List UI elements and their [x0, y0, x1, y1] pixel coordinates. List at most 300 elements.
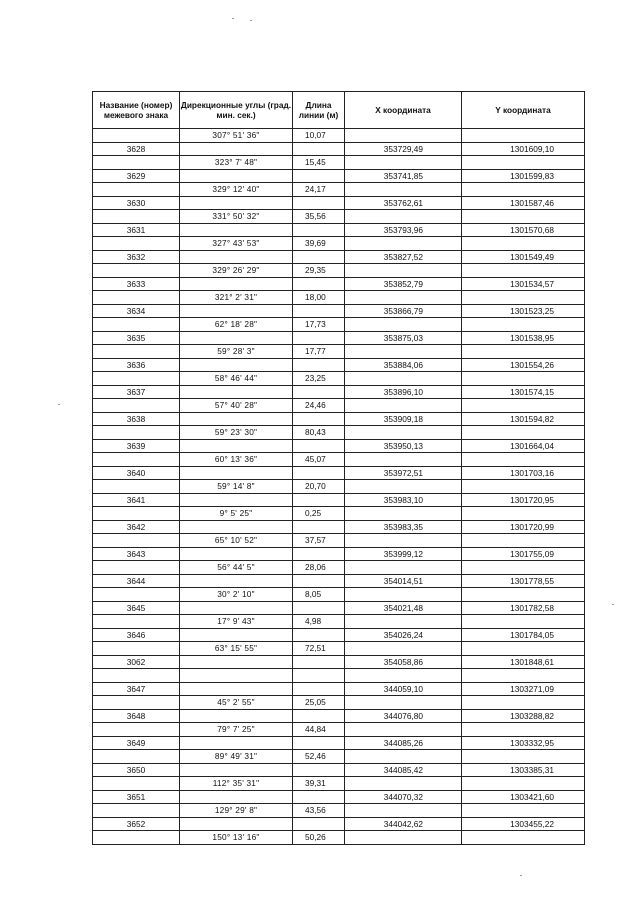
line-length-cell: 17,73	[293, 318, 345, 332]
table-row	[93, 790, 585, 804]
bearing-angle-cell: 327° 43' 53"	[180, 237, 293, 251]
mark-name-cell: 3649	[93, 736, 180, 750]
line-length-cell: 80,43	[293, 426, 345, 440]
y-coordinate-cell: 1301574,15	[462, 385, 585, 399]
y-coordinate-cell: 1303271,09	[462, 682, 585, 696]
y-coordinate-cell	[462, 183, 585, 197]
table-row	[93, 642, 585, 656]
bearing-angle-cell	[180, 304, 293, 318]
y-coordinate-cell: 1301755,09	[462, 547, 585, 561]
bearing-angle-cell: 329° 26' 29"	[180, 264, 293, 278]
bearing-angle-cell	[180, 547, 293, 561]
x-coordinate-cell	[345, 183, 462, 197]
y-coordinate-cell	[462, 237, 585, 251]
bearing-angle-cell: 307° 51' 36"	[180, 129, 293, 143]
bearing-angle-cell	[180, 790, 293, 804]
table-row	[93, 142, 585, 156]
table-row	[93, 264, 585, 278]
mark-name-cell: 3640	[93, 466, 180, 480]
x-coordinate-cell	[345, 561, 462, 575]
table-row	[93, 304, 585, 318]
mark-name-cell	[93, 723, 180, 737]
table-row	[93, 480, 585, 494]
bearing-angle-cell	[180, 628, 293, 642]
mark-name-cell	[93, 507, 180, 521]
line-length-cell: 52,46	[293, 750, 345, 764]
x-coordinate-cell	[345, 291, 462, 305]
y-coordinate-cell: 1303288,82	[462, 709, 585, 723]
line-length-cell	[293, 601, 345, 615]
line-length-cell: 20,70	[293, 480, 345, 494]
mark-name-cell: 3632	[93, 250, 180, 264]
table-row	[93, 763, 585, 777]
y-coordinate-cell: 1301778,55	[462, 574, 585, 588]
x-coordinate-cell	[345, 480, 462, 494]
scan-speck	[250, 20, 252, 21]
x-coordinate-cell	[345, 804, 462, 818]
bearing-angle-cell	[180, 196, 293, 210]
mark-name-cell	[93, 453, 180, 467]
bearing-angle-cell: 58° 46' 44"	[180, 372, 293, 386]
table-row	[93, 129, 585, 143]
mark-name-cell	[93, 615, 180, 629]
mark-name-cell	[93, 561, 180, 575]
y-coordinate-cell	[462, 453, 585, 467]
table-row	[93, 385, 585, 399]
bearing-angle-cell	[180, 709, 293, 723]
x-coordinate-cell: 353793,96	[345, 223, 462, 237]
y-coordinate-cell: 1301848,61	[462, 655, 585, 669]
y-coordinate-cell: 1301549,49	[462, 250, 585, 264]
y-coordinate-cell	[462, 696, 585, 710]
table-header-row	[93, 92, 585, 129]
bearing-angle-cell: 321° 2' 31"	[180, 291, 293, 305]
x-coordinate-cell: 353827,52	[345, 250, 462, 264]
mark-name-cell	[93, 480, 180, 494]
x-coordinate-cell	[345, 534, 462, 548]
mark-name-cell	[93, 318, 180, 332]
y-coordinate-cell	[462, 345, 585, 359]
line-length-cell	[293, 331, 345, 345]
line-length-cell	[293, 196, 345, 210]
bearing-angle-cell	[180, 817, 293, 831]
y-coordinate-cell: 1303421,60	[462, 790, 585, 804]
line-length-cell	[293, 736, 345, 750]
mark-name-cell: 3648	[93, 709, 180, 723]
y-coordinate-cell	[462, 210, 585, 224]
x-coordinate-cell: 353852,79	[345, 277, 462, 291]
line-length-cell	[293, 439, 345, 453]
y-coordinate-cell: 1301587,46	[462, 196, 585, 210]
x-coordinate-cell: 353950,13	[345, 439, 462, 453]
line-length-cell: 39,31	[293, 777, 345, 791]
mark-name-cell: 3631	[93, 223, 180, 237]
x-coordinate-cell: 353972,51	[345, 466, 462, 480]
x-coordinate-cell	[345, 507, 462, 521]
mark-name-cell: 3638	[93, 412, 180, 426]
table-row	[93, 723, 585, 737]
line-length-cell: 25,05	[293, 696, 345, 710]
mark-name-cell: 3645	[93, 601, 180, 615]
bearing-angle-cell	[180, 466, 293, 480]
y-coordinate-cell: 1303455,22	[462, 817, 585, 831]
table-row	[93, 655, 585, 669]
y-coordinate-cell	[462, 534, 585, 548]
line-length-cell	[293, 520, 345, 534]
x-coordinate-cell: 344059,10	[345, 682, 462, 696]
y-coordinate-cell: 1301570,68	[462, 223, 585, 237]
table-row	[93, 318, 585, 332]
line-length-cell	[293, 250, 345, 264]
bearing-angle-cell: 63° 15' 55"	[180, 642, 293, 656]
bearing-angle-cell: 60° 13' 36"	[180, 453, 293, 467]
x-coordinate-cell: 353741,85	[345, 169, 462, 183]
y-coordinate-cell	[462, 372, 585, 386]
x-coordinate-cell	[345, 615, 462, 629]
bearing-angle-cell	[180, 331, 293, 345]
x-coordinate-cell: 344085,26	[345, 736, 462, 750]
line-length-cell: 17,77	[293, 345, 345, 359]
bearing-angle-cell	[180, 669, 293, 683]
table-row	[93, 183, 585, 197]
table-row	[93, 709, 585, 723]
mark-name-cell	[93, 696, 180, 710]
line-length-cell: 72,51	[293, 642, 345, 656]
mark-name-cell	[93, 642, 180, 656]
y-coordinate-cell	[462, 264, 585, 278]
x-coordinate-cell: 353909,18	[345, 412, 462, 426]
line-length-cell	[293, 142, 345, 156]
table-row	[93, 817, 585, 831]
scan-speck	[520, 875, 522, 876]
mark-name-cell: 3634	[93, 304, 180, 318]
y-coordinate-cell	[462, 480, 585, 494]
mark-name-cell	[93, 129, 180, 143]
y-coordinate-cell	[462, 129, 585, 143]
mark-name-cell: 3629	[93, 169, 180, 183]
y-coordinate-cell: 1301609,10	[462, 142, 585, 156]
bearing-angle-cell: 65° 10' 52"	[180, 534, 293, 548]
y-coordinate-cell: 1301534,57	[462, 277, 585, 291]
table-row	[93, 291, 585, 305]
table-row	[93, 736, 585, 750]
mark-name-cell: 3642	[93, 520, 180, 534]
table-row	[93, 669, 585, 683]
bearing-angle-cell	[180, 223, 293, 237]
table-row	[93, 534, 585, 548]
bearing-angle-cell	[180, 412, 293, 426]
line-length-cell	[293, 277, 345, 291]
table-row	[93, 169, 585, 183]
header-y-coordinate: Y координата	[462, 92, 585, 129]
table-row	[93, 520, 585, 534]
x-coordinate-cell: 353999,12	[345, 547, 462, 561]
line-length-cell: 45,07	[293, 453, 345, 467]
y-coordinate-cell	[462, 507, 585, 521]
y-coordinate-cell	[462, 723, 585, 737]
y-coordinate-cell	[462, 750, 585, 764]
line-length-cell	[293, 466, 345, 480]
line-length-cell: 39,69	[293, 237, 345, 251]
x-coordinate-cell	[345, 723, 462, 737]
line-length-cell: 44,84	[293, 723, 345, 737]
y-coordinate-cell: 1301720,99	[462, 520, 585, 534]
table-row	[93, 237, 585, 251]
scan-speck	[232, 18, 234, 19]
line-length-cell	[293, 169, 345, 183]
x-coordinate-cell: 353866,79	[345, 304, 462, 318]
y-coordinate-cell	[462, 399, 585, 413]
x-coordinate-cell: 354058,86	[345, 655, 462, 669]
table-row	[93, 331, 585, 345]
table-row	[93, 412, 585, 426]
mark-name-cell: 3646	[93, 628, 180, 642]
x-coordinate-cell: 353762,61	[345, 196, 462, 210]
line-length-cell	[293, 574, 345, 588]
x-coordinate-cell	[345, 453, 462, 467]
bearing-angle-cell: 59° 14' 8"	[180, 480, 293, 494]
x-coordinate-cell	[345, 831, 462, 845]
bearing-angle-cell	[180, 520, 293, 534]
bearing-angle-cell: 323° 7' 48"	[180, 156, 293, 170]
mark-name-cell: 3650	[93, 763, 180, 777]
table-row	[93, 628, 585, 642]
bearing-angle-cell	[180, 277, 293, 291]
y-coordinate-cell: 1301538,95	[462, 331, 585, 345]
boundary-coordinates-table	[92, 91, 585, 845]
y-coordinate-cell: 1303332,95	[462, 736, 585, 750]
mark-name-cell: 3643	[93, 547, 180, 561]
table-row	[93, 399, 585, 413]
table-row	[93, 696, 585, 710]
line-length-cell: 24,17	[293, 183, 345, 197]
y-coordinate-cell	[462, 615, 585, 629]
mark-name-cell	[93, 183, 180, 197]
x-coordinate-cell: 354014,51	[345, 574, 462, 588]
y-coordinate-cell: 1301703,16	[462, 466, 585, 480]
table-row	[93, 804, 585, 818]
line-length-cell	[293, 709, 345, 723]
x-coordinate-cell: 353896,10	[345, 385, 462, 399]
y-coordinate-cell: 1303385,31	[462, 763, 585, 777]
mark-name-cell: 3641	[93, 493, 180, 507]
mark-name-cell: 3651	[93, 790, 180, 804]
x-coordinate-cell	[345, 669, 462, 683]
table-row	[93, 277, 585, 291]
y-coordinate-cell	[462, 156, 585, 170]
y-coordinate-cell: 1301554,26	[462, 358, 585, 372]
x-coordinate-cell	[345, 156, 462, 170]
line-length-cell: 29,35	[293, 264, 345, 278]
table-row	[93, 466, 585, 480]
table-row	[93, 750, 585, 764]
table-row	[93, 547, 585, 561]
mark-name-cell	[93, 426, 180, 440]
table-row	[93, 345, 585, 359]
mark-name-cell	[93, 156, 180, 170]
table-row	[93, 223, 585, 237]
bearing-angle-cell: 79° 7' 25"	[180, 723, 293, 737]
x-coordinate-cell: 353983,35	[345, 520, 462, 534]
mark-name-cell	[93, 399, 180, 413]
mark-name-cell	[93, 264, 180, 278]
x-coordinate-cell: 344076,80	[345, 709, 462, 723]
mark-name-cell	[93, 237, 180, 251]
mark-name-cell: 3637	[93, 385, 180, 399]
mark-name-cell: 3630	[93, 196, 180, 210]
line-length-cell: 4,98	[293, 615, 345, 629]
line-length-cell: 8,05	[293, 588, 345, 602]
table-row	[93, 250, 585, 264]
mark-name-cell: 3639	[93, 439, 180, 453]
y-coordinate-cell: 1301664,04	[462, 439, 585, 453]
bearing-angle-cell: 89° 49' 31"	[180, 750, 293, 764]
line-length-cell	[293, 790, 345, 804]
y-coordinate-cell	[462, 669, 585, 683]
mark-name-cell	[93, 669, 180, 683]
mark-name-cell	[93, 345, 180, 359]
y-coordinate-cell	[462, 561, 585, 575]
x-coordinate-cell: 344085,42	[345, 763, 462, 777]
line-length-cell: 18,00	[293, 291, 345, 305]
bearing-angle-cell	[180, 574, 293, 588]
x-coordinate-cell: 353983,10	[345, 493, 462, 507]
x-coordinate-cell: 353884,06	[345, 358, 462, 372]
x-coordinate-cell: 354026,24	[345, 628, 462, 642]
line-length-cell	[293, 547, 345, 561]
mark-name-cell: 3633	[93, 277, 180, 291]
bearing-angle-cell: 30° 2' 10"	[180, 588, 293, 602]
bearing-angle-cell: 62° 18' 28"	[180, 318, 293, 332]
line-length-cell: 0,25	[293, 507, 345, 521]
bearing-angle-cell	[180, 169, 293, 183]
table-row	[93, 831, 585, 845]
line-length-cell	[293, 763, 345, 777]
bearing-angle-cell	[180, 493, 293, 507]
y-coordinate-cell: 1301784,05	[462, 628, 585, 642]
line-length-cell	[293, 304, 345, 318]
table-row	[93, 615, 585, 629]
x-coordinate-cell	[345, 588, 462, 602]
coordinates-sheet	[92, 91, 584, 849]
mark-name-cell	[93, 750, 180, 764]
x-coordinate-cell	[345, 777, 462, 791]
header-x-coordinate: X координата	[345, 92, 462, 129]
table-row	[93, 561, 585, 575]
mark-name-cell	[93, 588, 180, 602]
line-length-cell: 23,25	[293, 372, 345, 386]
scan-speck	[612, 604, 614, 605]
bearing-angle-cell: 329° 12' 40"	[180, 183, 293, 197]
y-coordinate-cell	[462, 831, 585, 845]
x-coordinate-cell	[345, 372, 462, 386]
table-row	[93, 682, 585, 696]
bearing-angle-cell	[180, 736, 293, 750]
mark-name-cell	[93, 210, 180, 224]
line-length-cell	[293, 223, 345, 237]
line-length-cell: 50,26	[293, 831, 345, 845]
bearing-angle-cell: 56° 44' 5"	[180, 561, 293, 575]
mark-name-cell	[93, 291, 180, 305]
y-coordinate-cell: 1301594,82	[462, 412, 585, 426]
y-coordinate-cell	[462, 588, 585, 602]
x-coordinate-cell: 353729,49	[345, 142, 462, 156]
table-row	[93, 777, 585, 791]
y-coordinate-cell: 1301782,58	[462, 601, 585, 615]
bearing-angle-cell: 150° 13' 16"	[180, 831, 293, 845]
line-length-cell	[293, 628, 345, 642]
bearing-angle-cell	[180, 601, 293, 615]
bearing-angle-cell	[180, 250, 293, 264]
x-coordinate-cell	[345, 750, 462, 764]
bearing-angle-cell	[180, 682, 293, 696]
x-coordinate-cell	[345, 399, 462, 413]
mark-name-cell: 3652	[93, 817, 180, 831]
mark-name-cell: 3062	[93, 655, 180, 669]
table-row	[93, 588, 585, 602]
x-coordinate-cell: 344042,62	[345, 817, 462, 831]
mark-name-cell: 3644	[93, 574, 180, 588]
y-coordinate-cell: 1301523,25	[462, 304, 585, 318]
table-row	[93, 196, 585, 210]
x-coordinate-cell: 353875,03	[345, 331, 462, 345]
bearing-angle-cell	[180, 385, 293, 399]
y-coordinate-cell	[462, 777, 585, 791]
bearing-angle-cell: 59° 23' 30"	[180, 426, 293, 440]
bearing-angle-cell: 57° 40' 28"	[180, 399, 293, 413]
line-length-cell: 24,46	[293, 399, 345, 413]
x-coordinate-cell: 344070,32	[345, 790, 462, 804]
header-line-length: Длина линии (м)	[293, 92, 345, 129]
table-row	[93, 574, 585, 588]
x-coordinate-cell	[345, 642, 462, 656]
scan-speck	[58, 404, 60, 405]
mark-name-cell	[93, 372, 180, 386]
line-length-cell	[293, 817, 345, 831]
table-row	[93, 453, 585, 467]
bearing-angle-cell	[180, 439, 293, 453]
x-coordinate-cell	[345, 237, 462, 251]
table-row	[93, 372, 585, 386]
bearing-angle-cell	[180, 763, 293, 777]
line-length-cell: 10,07	[293, 129, 345, 143]
mark-name-cell: 3635	[93, 331, 180, 345]
line-length-cell	[293, 669, 345, 683]
bearing-angle-cell	[180, 142, 293, 156]
x-coordinate-cell: 354021,48	[345, 601, 462, 615]
mark-name-cell	[93, 831, 180, 845]
table-row	[93, 507, 585, 521]
mark-name-cell: 3636	[93, 358, 180, 372]
x-coordinate-cell	[345, 318, 462, 332]
bearing-angle-cell: 129° 29' 8"	[180, 804, 293, 818]
x-coordinate-cell	[345, 696, 462, 710]
y-coordinate-cell	[462, 426, 585, 440]
table-row	[93, 601, 585, 615]
x-coordinate-cell	[345, 210, 462, 224]
mark-name-cell	[93, 534, 180, 548]
x-coordinate-cell	[345, 129, 462, 143]
table-body	[93, 129, 585, 845]
y-coordinate-cell: 1301599,83	[462, 169, 585, 183]
bearing-angle-cell: 331° 50' 32"	[180, 210, 293, 224]
line-length-cell: 28,06	[293, 561, 345, 575]
line-length-cell: 37,57	[293, 534, 345, 548]
bearing-angle-cell: 112° 35' 31"	[180, 777, 293, 791]
x-coordinate-cell	[345, 345, 462, 359]
y-coordinate-cell	[462, 804, 585, 818]
header-bearing-angle: Дирекционные углы (град. мин. сек.)	[180, 92, 293, 129]
